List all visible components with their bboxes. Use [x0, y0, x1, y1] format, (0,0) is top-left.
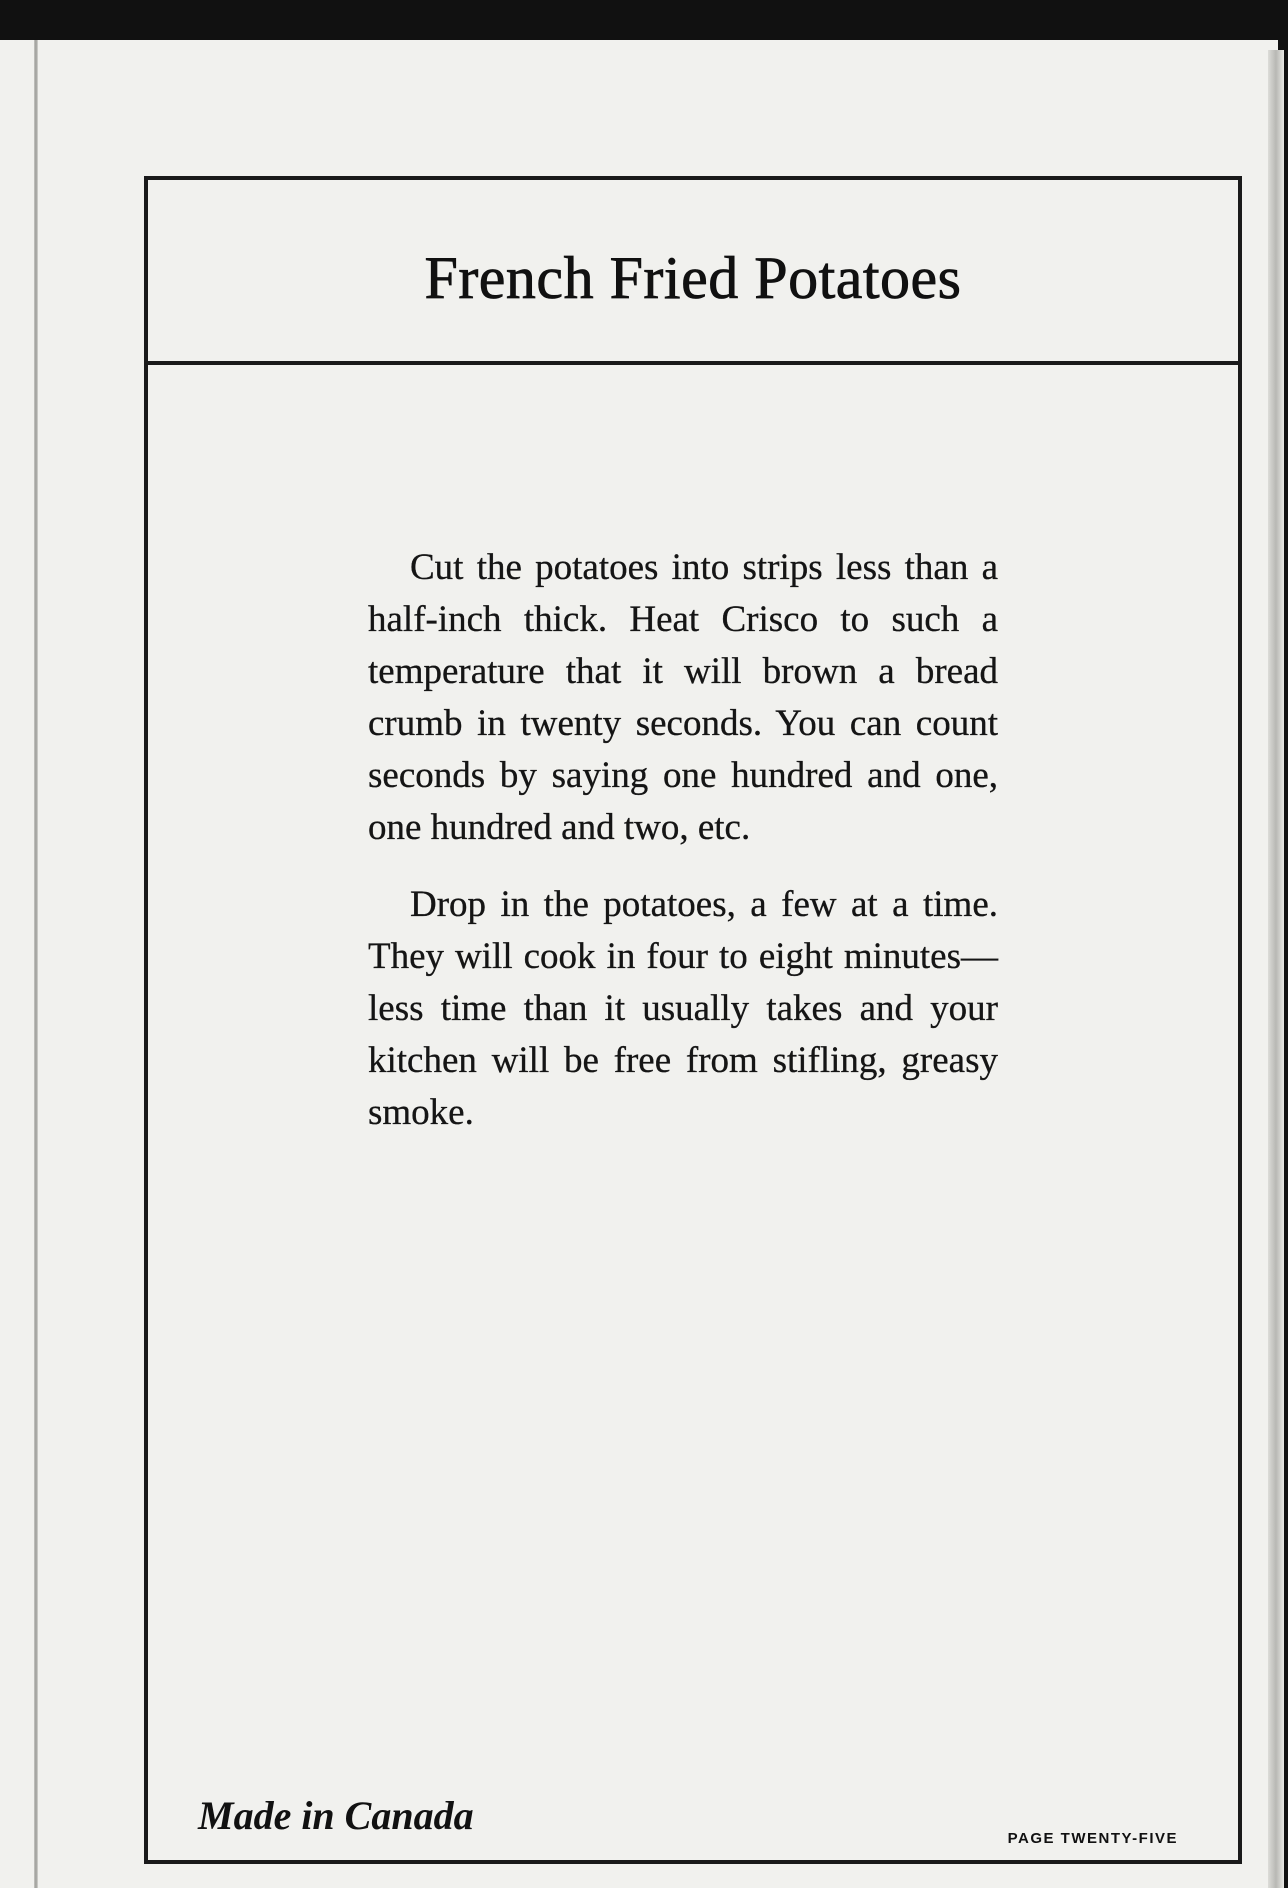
title-band: [148, 180, 1238, 365]
book-spine: [34, 40, 38, 1888]
recipe-title: French Fried Potatoes: [424, 245, 962, 311]
made-in-canada-label: Made in Canada: [198, 1793, 474, 1838]
page-number: PAGE TWENTY-FIVE: [1007, 1830, 1178, 1847]
recipe-paragraph-1: Cut the potatoes into strips less than a half-inch thick. Heat Crisco to such a temperature that it will brown a bread crumb in twenty seconds. You can count seconds by saying one hundred and one, one hundred and two, etc.: [368, 547, 998, 848]
recipe-body: [368, 542, 998, 1139]
page-border-frame: [144, 176, 1242, 1864]
recipe-paragraph-2: Drop in the potatoes, a few at a time. They will cook in four to eight minutes—less time than it usually takes and your kitchen will be free from stifling, greasy smoke.: [368, 884, 998, 1133]
page-edge: [1268, 50, 1284, 1888]
